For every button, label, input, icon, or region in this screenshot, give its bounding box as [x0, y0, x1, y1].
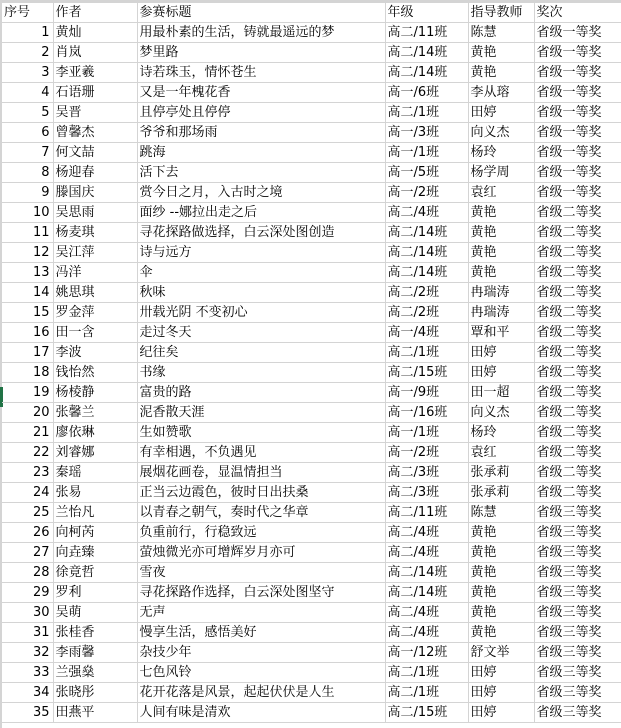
- award-cell[interactable]: 省级三等奖: [534, 683, 621, 703]
- teacher-cell[interactable]: 黄艳: [468, 43, 534, 63]
- award-cell[interactable]: 省级二等奖: [534, 363, 621, 383]
- title-cell[interactable]: 书缘: [137, 363, 385, 383]
- award-cell[interactable]: 省级一等奖: [534, 63, 621, 83]
- row-number-cell[interactable]: 2: [2, 43, 53, 63]
- author-cell[interactable]: 杨棱静: [53, 383, 137, 403]
- grade-cell[interactable]: 高二/1班: [385, 663, 468, 683]
- award-cell[interactable]: 省级二等奖: [534, 423, 621, 443]
- teacher-cell[interactable]: 黄艳: [468, 63, 534, 83]
- author-cell[interactable]: 吴萌: [53, 603, 137, 623]
- row-number-cell[interactable]: 34: [2, 683, 53, 703]
- award-cell[interactable]: 省级三等奖: [534, 583, 621, 603]
- title-cell[interactable]: 诗与远方: [137, 243, 385, 263]
- row-number-cell[interactable]: 11: [2, 223, 53, 243]
- author-cell[interactable]: 肖岚: [53, 43, 137, 63]
- row-number-cell[interactable]: 10: [2, 203, 53, 223]
- teacher-cell[interactable]: 黄艳: [468, 263, 534, 283]
- author-cell[interactable]: 李亚羲: [53, 63, 137, 83]
- title-cell[interactable]: 诗若珠玉，情怀苍生: [137, 63, 385, 83]
- award-cell[interactable]: 省级二等奖: [534, 223, 621, 243]
- author-cell[interactable]: 何文喆: [53, 143, 137, 163]
- teacher-cell[interactable]: 田婷: [468, 703, 534, 723]
- table-row: [2, 603, 621, 623]
- row-number-cell[interactable]: 13: [2, 263, 53, 283]
- table-row: [2, 163, 621, 183]
- teacher-cell[interactable]: 田婷: [468, 343, 534, 363]
- title-cell[interactable]: 跳海: [137, 143, 385, 163]
- title-cell[interactable]: 面纱 --娜拉出走之后: [137, 203, 385, 223]
- title-cell[interactable]: 正当云边霞色，彼时日出扶桑: [137, 483, 385, 503]
- title-cell[interactable]: 七色风铃: [137, 663, 385, 683]
- author-cell[interactable]: 向柯芮: [53, 523, 137, 543]
- award-cell[interactable]: 省级一等奖: [534, 123, 621, 143]
- teacher-cell[interactable]: 黄艳: [468, 523, 534, 543]
- grade-cell[interactable]: 高一/1班: [385, 143, 468, 163]
- award-cell[interactable]: 省级三等奖: [534, 603, 621, 623]
- author-cell[interactable]: 徐竟哲: [53, 563, 137, 583]
- row-number-cell[interactable]: 19: [2, 383, 53, 403]
- table-row: [2, 623, 621, 643]
- title-cell[interactable]: 杂技少年: [137, 643, 385, 663]
- table-row: [2, 423, 621, 443]
- award-cell[interactable]: 省级二等奖: [534, 323, 621, 343]
- author-cell[interactable]: 冯洋: [53, 263, 137, 283]
- table-row: [2, 103, 621, 123]
- row-number-cell[interactable]: 25: [2, 503, 53, 523]
- table-row: [2, 283, 621, 303]
- grade-cell[interactable]: 高二/14班: [385, 63, 468, 83]
- author-cell[interactable]: 张晓彤: [53, 683, 137, 703]
- author-cell[interactable]: 李波: [53, 343, 137, 363]
- teacher-cell[interactable]: 李从瑢: [468, 83, 534, 103]
- table-row: [2, 63, 621, 83]
- title-cell[interactable]: 走过冬天: [137, 323, 385, 343]
- award-cell[interactable]: 省级一等奖: [534, 183, 621, 203]
- author-cell[interactable]: 田一含: [53, 323, 137, 343]
- table-row: [2, 443, 621, 463]
- row-number-cell[interactable]: 5: [2, 103, 53, 123]
- grade-cell[interactable]: 高二/1班: [385, 343, 468, 363]
- award-cell[interactable]: 省级二等奖: [534, 343, 621, 363]
- award-cell[interactable]: 省级二等奖: [534, 303, 621, 323]
- author-cell[interactable]: 罗金萍: [53, 303, 137, 323]
- grade-cell[interactable]: 高一/5班: [385, 163, 468, 183]
- grade-cell[interactable]: 高一/1班: [385, 423, 468, 443]
- row-number-cell[interactable]: 30: [2, 603, 53, 623]
- grade-cell[interactable]: 高二/11班: [385, 23, 468, 43]
- table-row: [2, 543, 621, 563]
- grade-cell[interactable]: 高一/2班: [385, 443, 468, 463]
- table-row: [2, 203, 621, 223]
- title-cell[interactable]: 且停亭处且停停: [137, 103, 385, 123]
- teacher-cell[interactable]: 袁红: [468, 183, 534, 203]
- grade-cell[interactable]: 高二/14班: [385, 583, 468, 603]
- grade-cell[interactable]: 高一/12班: [385, 643, 468, 663]
- row-number-cell[interactable]: 15: [2, 303, 53, 323]
- grade-cell[interactable]: 高二/4班: [385, 203, 468, 223]
- author-cell[interactable]: 张馨兰: [53, 403, 137, 423]
- row-number-cell[interactable]: 16: [2, 323, 53, 343]
- table-row: [2, 503, 621, 523]
- table-row: [2, 23, 621, 43]
- title-cell[interactable]: 用最朴素的生活，铸就最遥远的梦: [137, 23, 385, 43]
- header-cell[interactable]: 奖次: [534, 3, 621, 23]
- header-cell[interactable]: 作者: [53, 3, 137, 23]
- author-cell[interactable]: 廖依琳: [53, 423, 137, 443]
- author-cell[interactable]: 秦瑶: [53, 463, 137, 483]
- teacher-cell[interactable]: 黄艳: [468, 563, 534, 583]
- teacher-cell[interactable]: 田婷: [468, 103, 534, 123]
- teacher-cell[interactable]: 向义杰: [468, 403, 534, 423]
- grade-cell[interactable]: 高二/14班: [385, 563, 468, 583]
- grade-cell[interactable]: 高二/4班: [385, 603, 468, 623]
- header-cell[interactable]: 参赛标题: [137, 3, 385, 23]
- row-number-cell[interactable]: 27: [2, 543, 53, 563]
- grade-cell[interactable]: 高二/15班: [385, 703, 468, 723]
- teacher-cell[interactable]: 杨玲: [468, 143, 534, 163]
- teacher-cell[interactable]: 黄艳: [468, 543, 534, 563]
- author-cell[interactable]: 张桂香: [53, 623, 137, 643]
- title-cell[interactable]: 雪夜: [137, 563, 385, 583]
- title-cell[interactable]: 慢享生活，感悟美好: [137, 623, 385, 643]
- award-cell[interactable]: 省级三等奖: [534, 503, 621, 523]
- row-number-cell[interactable]: 1: [2, 23, 53, 43]
- grade-cell[interactable]: 高二/2班: [385, 303, 468, 323]
- grade-cell[interactable]: 高二/3班: [385, 463, 468, 483]
- teacher-cell[interactable]: 陈慧: [468, 23, 534, 43]
- header-row: [2, 3, 621, 23]
- row-number-cell[interactable]: 31: [2, 623, 53, 643]
- row-number-cell[interactable]: 20: [2, 403, 53, 423]
- row-number-cell[interactable]: 22: [2, 443, 53, 463]
- title-cell[interactable]: 负重前行，行稳致远: [137, 523, 385, 543]
- title-cell[interactable]: 梦里路: [137, 43, 385, 63]
- header-cell[interactable]: 年级: [385, 3, 468, 23]
- table-row: [2, 43, 621, 63]
- title-cell[interactable]: 生如赞歌: [137, 423, 385, 443]
- teacher-cell[interactable]: 田婷: [468, 663, 534, 683]
- teacher-cell[interactable]: 舒文举: [468, 643, 534, 663]
- title-cell[interactable]: 卅载光阴 不变初心: [137, 303, 385, 323]
- table-row: [2, 83, 621, 103]
- title-cell[interactable]: 萤烛微光亦可增辉岁月亦可: [137, 543, 385, 563]
- header-cell[interactable]: 序号: [2, 3, 53, 23]
- grade-cell[interactable]: 高二/14班: [385, 263, 468, 283]
- row-number-cell[interactable]: 6: [2, 123, 53, 143]
- row-number-cell[interactable]: 3: [2, 63, 53, 83]
- award-cell[interactable]: 省级一等奖: [534, 83, 621, 103]
- row-number-cell[interactable]: 8: [2, 163, 53, 183]
- table-row: [2, 483, 621, 503]
- author-cell[interactable]: 钱怡然: [53, 363, 137, 383]
- row-number-cell[interactable]: 18: [2, 363, 53, 383]
- grade-cell[interactable]: 高二/3班: [385, 483, 468, 503]
- table-row: [2, 523, 621, 543]
- row-number-cell[interactable]: 21: [2, 423, 53, 443]
- title-cell[interactable]: 无声: [137, 603, 385, 623]
- author-cell[interactable]: 曾馨杰: [53, 123, 137, 143]
- author-cell[interactable]: 吴晋: [53, 103, 137, 123]
- teacher-cell[interactable]: 覃和平: [468, 323, 534, 343]
- grade-cell[interactable]: 高二/14班: [385, 223, 468, 243]
- grade-cell[interactable]: 高二/11班: [385, 503, 468, 523]
- row-number-cell[interactable]: 23: [2, 463, 53, 483]
- award-cell[interactable]: 省级三等奖: [534, 563, 621, 583]
- table-row: [2, 343, 621, 363]
- teacher-cell[interactable]: 黄艳: [468, 203, 534, 223]
- row-number-cell[interactable]: 24: [2, 483, 53, 503]
- teacher-cell[interactable]: 黄艳: [468, 623, 534, 643]
- title-cell[interactable]: 纪往矣: [137, 343, 385, 363]
- award-cell[interactable]: 省级二等奖: [534, 243, 621, 263]
- author-cell[interactable]: 张易: [53, 483, 137, 503]
- award-cell[interactable]: 省级二等奖: [534, 383, 621, 403]
- table-row: [2, 563, 621, 583]
- award-cell[interactable]: 省级二等奖: [534, 403, 621, 423]
- title-cell[interactable]: 秋味: [137, 283, 385, 303]
- title-cell[interactable]: 爷爷和那场雨: [137, 123, 385, 143]
- teacher-cell[interactable]: 冉瑞涛: [468, 283, 534, 303]
- award-cell[interactable]: 省级三等奖: [534, 543, 621, 563]
- teacher-cell[interactable]: 田婷: [468, 683, 534, 703]
- table-row: [2, 303, 621, 323]
- award-cell[interactable]: 省级一等奖: [534, 23, 621, 43]
- table-row: [2, 383, 621, 403]
- grade-cell[interactable]: 高二/1班: [385, 103, 468, 123]
- author-cell[interactable]: 向垚臻: [53, 543, 137, 563]
- author-cell[interactable]: 黄灿: [53, 23, 137, 43]
- teacher-cell[interactable]: 杨学周: [468, 163, 534, 183]
- author-cell[interactable]: 吴思雨: [53, 203, 137, 223]
- teacher-cell[interactable]: 黄艳: [468, 243, 534, 263]
- title-cell[interactable]: 赏今日之月，入古时之境: [137, 183, 385, 203]
- title-cell[interactable]: 以青春之朝气，奏时代之华章: [137, 503, 385, 523]
- teacher-cell[interactable]: 黄艳: [468, 603, 534, 623]
- award-cell[interactable]: 省级一等奖: [534, 163, 621, 183]
- grade-cell[interactable]: 高一/4班: [385, 323, 468, 343]
- award-cell[interactable]: 省级二等奖: [534, 203, 621, 223]
- award-cell[interactable]: 省级二等奖: [534, 263, 621, 283]
- row-number-cell[interactable]: 33: [2, 663, 53, 683]
- award-cell[interactable]: 省级三等奖: [534, 643, 621, 663]
- title-cell[interactable]: 展烟花画卷，显温情担当: [137, 463, 385, 483]
- grade-cell[interactable]: 高一/6班: [385, 83, 468, 103]
- award-cell[interactable]: 省级一等奖: [534, 143, 621, 163]
- teacher-cell[interactable]: 张承莉: [468, 463, 534, 483]
- author-cell[interactable]: 杨迎春: [53, 163, 137, 183]
- table-row: [2, 323, 621, 343]
- author-cell[interactable]: 滕国庆: [53, 183, 137, 203]
- author-cell[interactable]: 李雨馨: [53, 643, 137, 663]
- table-row: [2, 183, 621, 203]
- grade-cell[interactable]: 高一/16班: [385, 403, 468, 423]
- teacher-cell[interactable]: 冉瑞涛: [468, 303, 534, 323]
- teacher-cell[interactable]: 黄艳: [468, 583, 534, 603]
- grade-cell[interactable]: 高一/9班: [385, 383, 468, 403]
- title-cell[interactable]: 又是一年槐花香: [137, 83, 385, 103]
- grade-cell[interactable]: 高二/14班: [385, 43, 468, 63]
- title-cell[interactable]: 寻花探路作选择，白云深处图坚守: [137, 583, 385, 603]
- author-cell[interactable]: 刘睿娜: [53, 443, 137, 463]
- award-cell[interactable]: 省级二等奖: [534, 483, 621, 503]
- row-number-cell[interactable]: 35: [2, 703, 53, 723]
- award-cell[interactable]: 省级一等奖: [534, 103, 621, 123]
- title-cell[interactable]: 富贵的路: [137, 383, 385, 403]
- award-cell[interactable]: 省级一等奖: [534, 43, 621, 63]
- header-cell[interactable]: 指导教师: [468, 3, 534, 23]
- author-cell[interactable]: 杨麦琪: [53, 223, 137, 243]
- teacher-cell[interactable]: 田婷: [468, 363, 534, 383]
- table-row: [2, 223, 621, 243]
- teacher-cell[interactable]: 陈慧: [468, 503, 534, 523]
- title-cell[interactable]: 泥香散天涯: [137, 403, 385, 423]
- grade-cell[interactable]: 高二/14班: [385, 243, 468, 263]
- row-number-cell[interactable]: 7: [2, 143, 53, 163]
- grade-cell[interactable]: 高二/4班: [385, 623, 468, 643]
- award-cell[interactable]: 省级二等奖: [534, 463, 621, 483]
- author-cell[interactable]: 石语珊: [53, 83, 137, 103]
- title-cell[interactable]: 人间有味是清欢: [137, 703, 385, 723]
- award-cell[interactable]: 省级三等奖: [534, 523, 621, 543]
- row-number-cell[interactable]: 17: [2, 343, 53, 363]
- author-cell[interactable]: 田燕平: [53, 703, 137, 723]
- row-number-cell[interactable]: 26: [2, 523, 53, 543]
- row-number-cell[interactable]: 9: [2, 183, 53, 203]
- teacher-cell[interactable]: 袁红: [468, 443, 534, 463]
- teacher-cell[interactable]: 向义杰: [468, 123, 534, 143]
- table-row: [2, 403, 621, 423]
- title-cell[interactable]: 伞: [137, 263, 385, 283]
- author-cell[interactable]: 罗利: [53, 583, 137, 603]
- title-cell[interactable]: 寻花探路做选择，白云深处图创造: [137, 223, 385, 243]
- grade-cell[interactable]: 高一/3班: [385, 123, 468, 143]
- table-row: [2, 123, 621, 143]
- title-cell[interactable]: 有幸相遇，不负遇见: [137, 443, 385, 463]
- table-row: [2, 463, 621, 483]
- table-row: [2, 643, 621, 663]
- table-row: [2, 663, 621, 683]
- table-row: [2, 143, 621, 163]
- author-cell[interactable]: 兰怡凡: [53, 503, 137, 523]
- grade-cell[interactable]: 高二/1班: [385, 683, 468, 703]
- teacher-cell[interactable]: 黄艳: [468, 223, 534, 243]
- teacher-cell[interactable]: 杨玲: [468, 423, 534, 443]
- grade-cell[interactable]: 高二/4班: [385, 523, 468, 543]
- table-row: [2, 263, 621, 283]
- author-cell[interactable]: 姚思琪: [53, 283, 137, 303]
- grade-cell[interactable]: 高二/15班: [385, 363, 468, 383]
- author-cell[interactable]: 兰强燊: [53, 663, 137, 683]
- table-row: [2, 703, 621, 723]
- row-number-cell[interactable]: 14: [2, 283, 53, 303]
- grade-cell[interactable]: 高二/4班: [385, 543, 468, 563]
- award-table: [2, 3, 621, 723]
- award-cell[interactable]: 省级三等奖: [534, 663, 621, 683]
- grade-cell[interactable]: 高一/2班: [385, 183, 468, 203]
- award-cell[interactable]: 省级二等奖: [534, 443, 621, 463]
- table-row: [2, 243, 621, 263]
- row-number-cell[interactable]: 32: [2, 643, 53, 663]
- row-number-cell[interactable]: 28: [2, 563, 53, 583]
- award-cell[interactable]: 省级二等奖: [534, 283, 621, 303]
- title-cell[interactable]: 花开花落是风景，起起伏伏是人生: [137, 683, 385, 703]
- row-number-cell[interactable]: 4: [2, 83, 53, 103]
- teacher-cell[interactable]: 张承莉: [468, 483, 534, 503]
- title-cell[interactable]: 活下去: [137, 163, 385, 183]
- grade-cell[interactable]: 高二/2班: [385, 283, 468, 303]
- teacher-cell[interactable]: 田一超: [468, 383, 534, 403]
- table-row: [2, 583, 621, 603]
- table-row: [2, 363, 621, 383]
- award-cell[interactable]: 省级三等奖: [534, 623, 621, 643]
- award-cell[interactable]: 省级三等奖: [534, 703, 621, 723]
- row-number-cell[interactable]: 29: [2, 583, 53, 603]
- author-cell[interactable]: 吴江萍: [53, 243, 137, 263]
- row-number-cell[interactable]: 12: [2, 243, 53, 263]
- table-row: [2, 683, 621, 703]
